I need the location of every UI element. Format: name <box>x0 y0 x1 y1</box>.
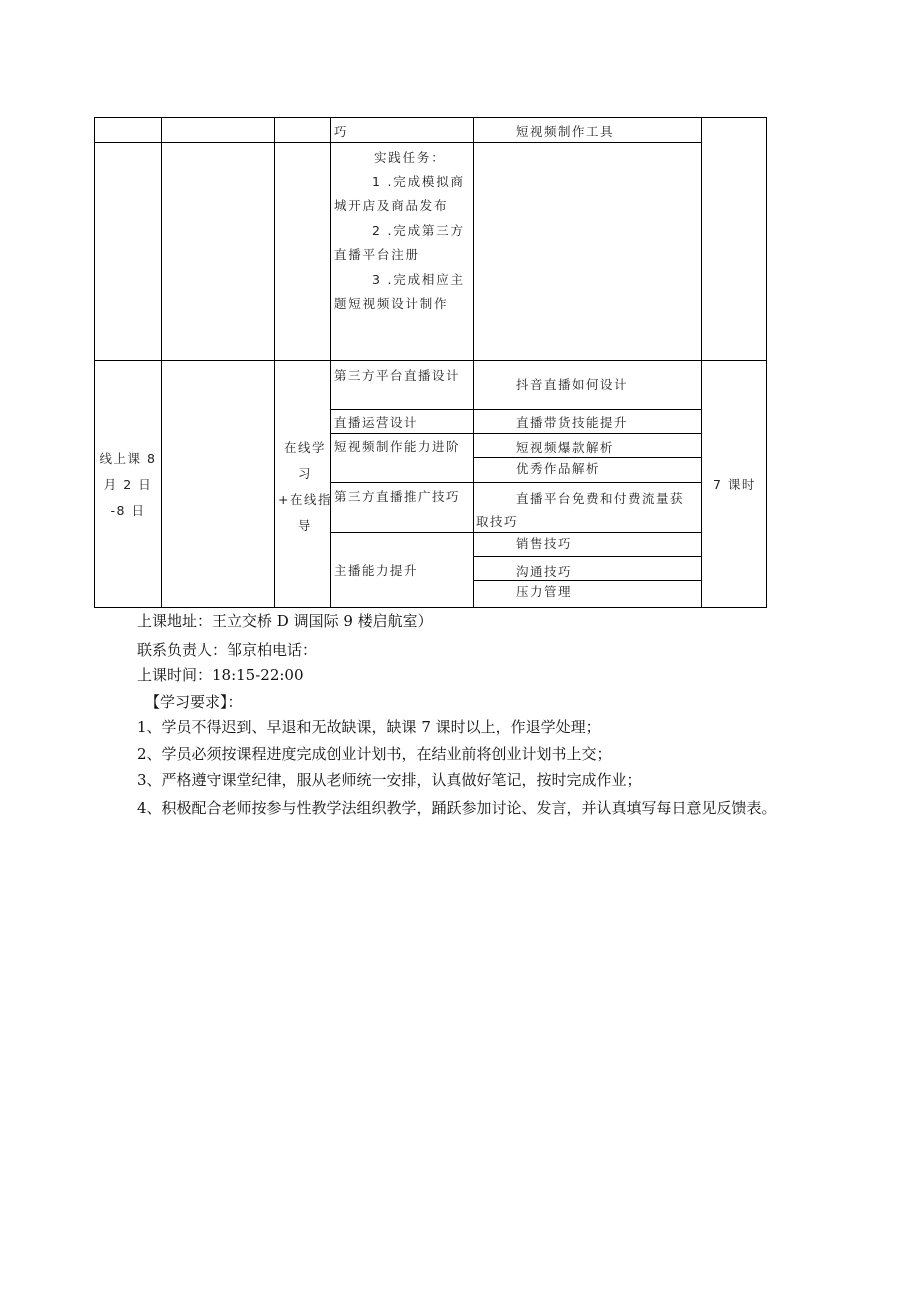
practice-task1-line2: 城开店及商品发布 <box>334 198 449 213</box>
topic-title: 第三方平台直播设计 <box>334 368 461 383</box>
topic-item: 销售技巧 <box>516 536 573 551</box>
practice-task2-line1: 2 .完成第三方 <box>372 223 465 238</box>
session-mode <box>277 435 333 539</box>
table-border <box>94 117 767 118</box>
table-border <box>94 142 701 143</box>
requirement-1: 1、学员不得迟到、早退和无故缺课，缺课 7 课时以上，作退学处理； <box>137 718 601 736</box>
practice-title: 实践任务： <box>374 150 446 165</box>
topic-item: 短视频爆款解析 <box>516 440 615 455</box>
session-mode-line: 在线学 <box>283 440 326 455</box>
table-border <box>766 117 767 608</box>
table-border <box>330 482 701 483</box>
session-time-line: 线上课 8 <box>99 451 157 466</box>
table-border <box>274 117 275 608</box>
session-time-line: 月 2 日 <box>103 477 153 492</box>
topic-item: 抖音直播如何设计 <box>516 377 629 392</box>
table-border <box>94 607 767 608</box>
session-mode-line: 导 <box>297 518 312 533</box>
table-border <box>330 409 701 410</box>
requirement-2: 2、学员必须按课程进度完成创业计划书，在结业前将创业计划书上交； <box>137 745 612 763</box>
table-border <box>473 556 701 557</box>
topic-item: 优秀作品解析 <box>516 461 601 476</box>
table-border <box>701 117 702 608</box>
table-border <box>94 117 95 608</box>
session-hours: 7 课时 <box>713 477 756 492</box>
topic-title: 直播运营设计 <box>334 415 419 430</box>
topic-item: 压力管理 <box>516 584 573 599</box>
session-time <box>95 446 161 524</box>
table-border <box>473 580 701 581</box>
topic-item: 直播平台免费和付费流量获 <box>516 491 685 506</box>
class-address: 上课地址：王立交桥 D 调国际 9 楼启航室） <box>137 612 433 630</box>
requirements-title: 【学习要求】： <box>145 693 243 711</box>
requirement-4: 4、积极配合老师按参与性教学法组织教学，踊跃参加讨论、发言，并认真填写每日意见反馈表。 <box>137 799 777 817</box>
topic-item: 取技巧 <box>476 514 519 529</box>
practice-task3-line2: 题短视频设计制作 <box>334 296 449 311</box>
practice-task3-line1: 3 .完成相应主 <box>372 272 465 287</box>
topic-item: 沟通技巧 <box>516 564 573 579</box>
session-time-line: -8 日 <box>110 503 146 518</box>
class-time: 上课时间：18:15-22:00 <box>137 666 304 684</box>
requirement-3: 3、严格遵守课堂纪律，服从老师统一安排，认真做好笔记，按时完成作业； <box>137 771 642 789</box>
table-border <box>94 360 767 361</box>
row1-content: 巧 <box>334 124 349 139</box>
practice-task1-line1: 1 .完成模拟商 <box>372 174 465 189</box>
table-border <box>330 433 701 434</box>
session-mode-line: 习 <box>297 466 312 481</box>
topic-title: 短视频制作能力进阶 <box>334 439 461 454</box>
table-border <box>330 532 701 533</box>
contact-person: 联系负责人：邹京柏电话： <box>137 641 318 659</box>
topic-title: 主播能力提升 <box>334 563 419 578</box>
row1-tools: 短视频制作工具 <box>516 124 615 139</box>
table-border <box>473 117 474 608</box>
topic-title: 第三方直播推广技巧 <box>334 489 461 504</box>
practice-task2-line2: 直播平台注册 <box>334 247 420 262</box>
topic-item: 直播带货技能提升 <box>516 415 629 430</box>
session-mode-line: +在线指 <box>278 492 332 507</box>
table-border <box>473 457 701 458</box>
table-border <box>161 117 162 608</box>
